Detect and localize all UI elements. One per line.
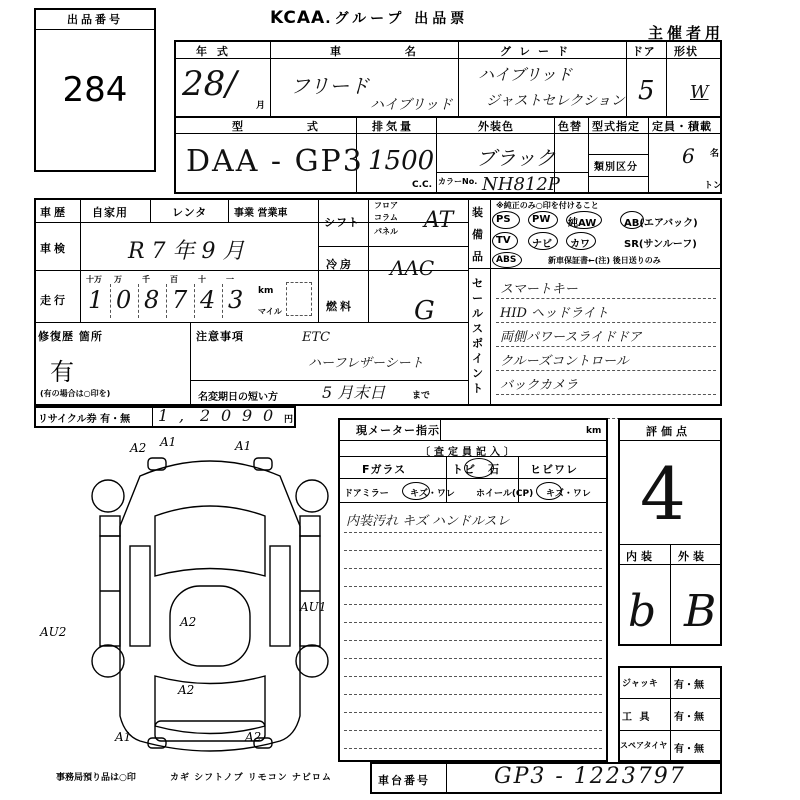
sales-point-item: バックカメラ xyxy=(500,378,579,393)
lot-number-box xyxy=(34,8,156,172)
mileage-digit: 0 xyxy=(116,286,132,314)
sales-point-item: 両側パワースライドドア xyxy=(500,330,642,345)
equip-camera[interactable]: カワ xyxy=(570,239,590,250)
jack-option[interactable]: 有・無 xyxy=(674,680,704,691)
row2-col4: キズ・ワレ xyxy=(546,489,591,499)
equip-aw-circle xyxy=(566,211,602,229)
tool-label: 工 具 xyxy=(622,712,652,723)
color-code-label: カラーNo. xyxy=(438,177,478,186)
equip-navi-circle xyxy=(528,232,558,250)
history-option-rental: レンタ xyxy=(172,206,208,219)
recycle-digit: , xyxy=(179,406,185,425)
equip-ab[interactable]: AB(エアバック) xyxy=(624,218,698,229)
mileage-digit: 3 xyxy=(228,286,244,314)
year-unit: 月 xyxy=(256,101,266,111)
mileage-digit: 7 xyxy=(172,286,188,314)
equip-camera-circle xyxy=(566,232,596,250)
capacity-label: 定員・積載 xyxy=(652,120,712,133)
interior-value: b xyxy=(628,586,657,637)
shape-value: W xyxy=(690,82,709,103)
equip-aw[interactable]: 純AW xyxy=(568,218,597,229)
type-spec-label: 型式指定 xyxy=(592,120,640,133)
diag-mark-8: A1 xyxy=(160,435,177,449)
jack-label: ジャッキ xyxy=(622,679,658,689)
equipment-note: ※純正のみ○印を付けること xyxy=(496,201,599,210)
recycle-digit: 0 xyxy=(221,406,232,425)
color-num-label: 色替 xyxy=(558,120,582,133)
name-value-2: ハイブリッド xyxy=(370,97,453,113)
capacity-value: 6 xyxy=(682,144,695,168)
inspection-label: 車検 xyxy=(40,242,68,255)
mileage-place-label: 十 xyxy=(198,275,206,284)
row1-col4: ヒビワレ xyxy=(530,463,578,476)
row2-col3: ホイール(CP) xyxy=(476,489,534,499)
recycle-digit: 2 xyxy=(200,406,211,425)
shift-option-column: コラム xyxy=(374,213,398,222)
shape-label: 形状 xyxy=(674,45,698,58)
tool-option[interactable]: 有・無 xyxy=(674,712,704,723)
history-option-business: 事業 営業車 xyxy=(234,208,288,219)
color-code-value: NH812P xyxy=(482,174,560,195)
displacement-unit: C.C. xyxy=(412,180,433,190)
spare-option[interactable]: 有・無 xyxy=(674,744,704,755)
class-label: 類別区分 xyxy=(594,162,638,173)
equip-sr[interactable]: SR(サンルーフ) xyxy=(624,239,697,250)
equip-pw-circle xyxy=(528,211,558,229)
shift-value: AT xyxy=(424,208,454,233)
diag-mark-9: A2 xyxy=(180,615,197,629)
diag-mark-7: AU2 xyxy=(40,625,67,639)
office-items: カギ シフトノブ リモコン ナビロム xyxy=(170,773,332,783)
diag-mark-4: A1 xyxy=(115,730,132,744)
note-etc: ETC xyxy=(302,330,331,345)
diag-mark-1: A2 xyxy=(130,441,147,455)
diag-mark-5: A2 xyxy=(245,730,262,744)
sales-point-item: HID ヘッドライト xyxy=(500,306,609,321)
model-label: 型 式 xyxy=(232,120,348,133)
inspection-value: R 7 年 9 月 xyxy=(128,239,245,264)
name-label: 車 名 xyxy=(330,45,446,58)
expiry-value: 5 月末日 xyxy=(322,383,386,402)
shift-label: シフト xyxy=(324,216,360,229)
fuel-value: G xyxy=(414,296,435,326)
equip-tv[interactable]: TV xyxy=(496,235,511,246)
mileage-place-label: 一 xyxy=(226,275,234,284)
repair-note: (有の場合は○印を) xyxy=(40,389,111,398)
meter-label: 現メーター指示 xyxy=(356,424,440,437)
role-label: 主催者用 xyxy=(648,24,725,42)
ac-value: AAC xyxy=(390,256,435,280)
row2-col1: ドアミラー xyxy=(344,489,389,499)
name-value-1: フリード xyxy=(290,74,370,98)
year-value: 28/ xyxy=(182,64,237,104)
km-label: km xyxy=(258,286,274,296)
displacement-value: 1500 xyxy=(368,146,435,176)
color-value: ブラック xyxy=(476,146,556,170)
equip-pw[interactable]: PW xyxy=(532,214,551,225)
form-title-text: .グループ 出品票 xyxy=(325,11,469,27)
diag-mark-6: AU1 xyxy=(300,600,327,614)
mileage-check-box[interactable] xyxy=(286,282,312,316)
recycle-digit: 9 xyxy=(242,406,253,425)
equip-tv-circle xyxy=(492,232,518,250)
equip-abs-circle xyxy=(492,252,522,268)
mileage-place-label: 万 xyxy=(114,275,122,284)
wheel-circle xyxy=(536,482,562,500)
interior-label: 内装 xyxy=(626,550,656,563)
chassis-label: 車台番号 xyxy=(378,774,430,787)
mile-label: マイル xyxy=(258,307,282,316)
year-label: 年 式 xyxy=(196,45,231,58)
equip-ab-circle xyxy=(620,211,644,229)
mileage-place-label: 十万 xyxy=(86,275,102,284)
mirror-circle xyxy=(402,482,430,500)
grade-score: 4 xyxy=(640,452,686,536)
grade-label: 評価点 xyxy=(646,425,691,438)
chassis-value: GP3 - 1223797 xyxy=(494,764,686,789)
sales-point-item: スマートキー xyxy=(500,282,578,297)
fuel-label: 燃料 xyxy=(326,300,354,313)
office-note: 事務局預り品は○印 xyxy=(56,773,136,783)
repair-value: 有 xyxy=(50,358,74,386)
ac-label: 冷房 xyxy=(326,258,354,271)
history-label: 車歴 xyxy=(40,206,68,219)
note-seat: ハーフレザーシート xyxy=(308,356,424,371)
equip-warranty[interactable]: 新車保証書←(注) 後日送りのみ xyxy=(548,256,661,265)
capacity-unit: 名 xyxy=(710,149,720,159)
remark-value: 内装汚れ キズ ハンドルスレ xyxy=(346,514,510,529)
expiry-suffix: まで xyxy=(412,391,431,401)
color-label: 外装色 xyxy=(478,120,514,133)
equip-navi[interactable]: ナビ xyxy=(532,239,552,250)
sales-point-item: クルーズコントロール xyxy=(500,354,629,369)
org-name: KCAA xyxy=(270,8,326,28)
recycle-digit: 1 xyxy=(158,406,169,425)
form-title xyxy=(270,8,468,28)
notes-label: 注意事項 xyxy=(196,330,244,343)
row1-col2: トビ xyxy=(452,463,476,476)
recycle-unit: 円 xyxy=(284,415,294,425)
row1-col1: Fガラス xyxy=(362,463,407,476)
model-value: DAA - GP3 xyxy=(186,144,364,179)
displacement-label: 排気量 xyxy=(372,120,414,133)
spare-label: スペアタイヤ xyxy=(620,741,668,750)
meter-unit: km xyxy=(586,426,602,436)
mileage-place-label: 百 xyxy=(170,275,178,284)
doors-value: 5 xyxy=(638,76,655,106)
mileage-digit: 8 xyxy=(144,286,160,314)
car-damage-diagram[interactable] xyxy=(40,435,360,776)
mileage-digit: 4 xyxy=(200,286,216,314)
exterior-label: 外装 xyxy=(678,550,708,563)
lot-number: 284 xyxy=(62,70,128,110)
equip-ps-circle xyxy=(492,211,520,229)
lot-number-label: 出品番号 xyxy=(36,10,154,30)
doors-label: ドア xyxy=(632,45,656,58)
equip-ps[interactable]: PS xyxy=(496,214,511,225)
diag-mark-2: A1 xyxy=(235,439,252,453)
sales-points-label: セールスポイント xyxy=(472,277,483,395)
history-option-private: 自家用 xyxy=(92,206,128,219)
mileage-label: 走行 xyxy=(40,294,68,307)
exterior-value: B xyxy=(684,586,717,637)
mileage-place-label: 千 xyxy=(142,275,150,284)
shift-option-floor: フロア xyxy=(374,201,398,210)
inspection-header: 〔査定員記入〕 xyxy=(420,447,518,458)
equip-abs[interactable]: ABS xyxy=(496,255,517,265)
repair-label: 修復歴 箇所 xyxy=(38,330,103,343)
load-unit: トン xyxy=(704,181,723,191)
row2-col2: キズ・ワレ xyxy=(410,489,455,499)
tobi-circle xyxy=(464,458,494,478)
grade-label: グレード xyxy=(500,45,576,58)
recycle-digit: 0 xyxy=(263,406,274,425)
grade-value-1: ハイブリッド xyxy=(478,65,573,84)
diag-mark-3: A2 xyxy=(178,683,195,697)
expiry-label: 名変期日の短い方 xyxy=(198,392,278,403)
row1-col3: 石 xyxy=(488,463,500,476)
shift-option-panel: パネル xyxy=(374,227,398,236)
recycle-label: リサイクル券 有・無 xyxy=(38,414,131,425)
mileage-digit: 1 xyxy=(88,286,104,314)
grade-value-2: ジャストセレクション xyxy=(486,93,625,109)
equipment-label: 装備品 xyxy=(472,206,483,263)
